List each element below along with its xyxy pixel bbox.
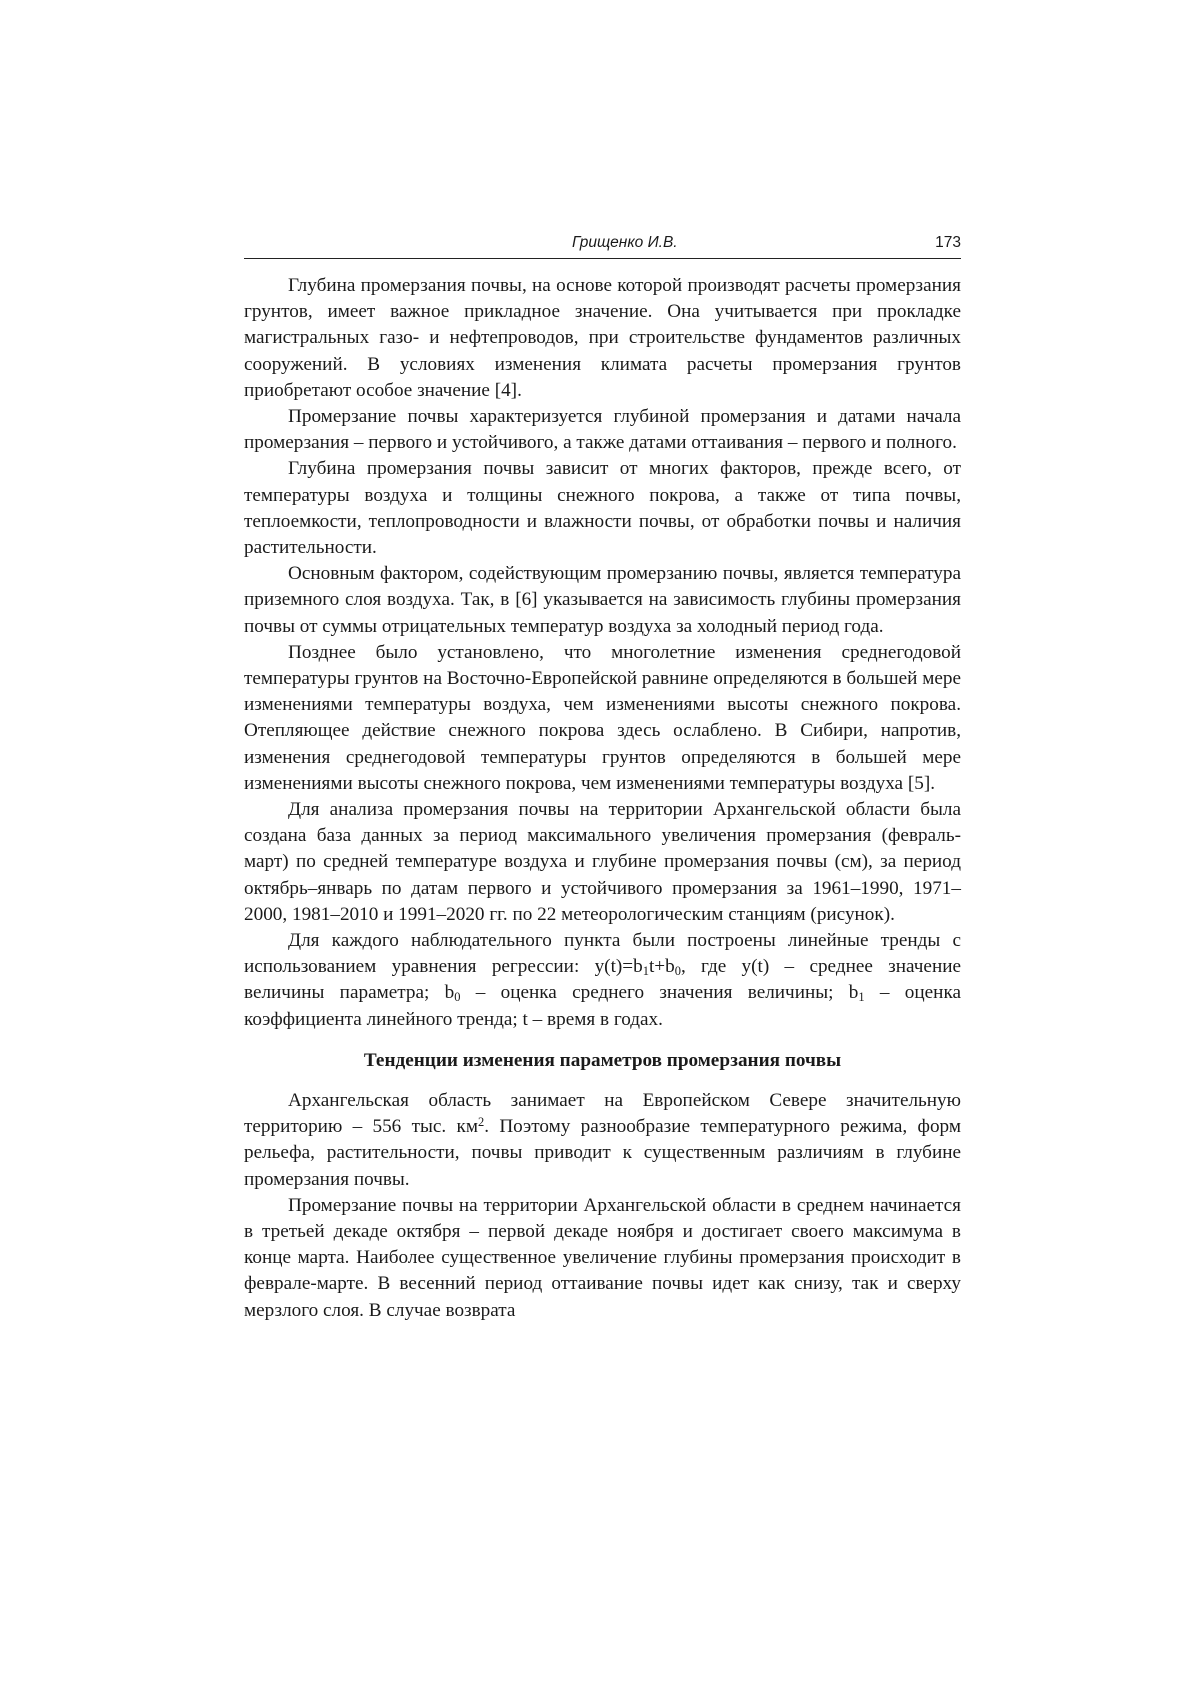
section-heading: Тенденции изменения параметров промерзания почвы [363, 1049, 842, 1071]
paragraph: Глубина промерзания почвы, на основе которой производят расчеты промерзания грунтов, имеет важное прикладное значение. Она учитывается при прокладке магистральных газо- и нефтепроводов, при строительстве фундаментов различных сооружений. В условиях изменения климата расчеты промерзания грунтов приобретают особое значение [4]. [244, 275, 961, 401]
paragraph: Промерзание почвы характеризуется глубиной промерзания и датами начала промерзания – первого и устойчивого, а также датами оттаивания – первого и полного. [244, 406, 961, 454]
running-head-author: Грищенко И.В. [572, 234, 678, 251]
running-header [244, 232, 961, 259]
paragraph: Для анализа промерзания почвы на территории Архангельской области была создана база данных за период максимального увеличения промерзания (февраль-март) по средней температуре воздуха и глубине промерзания почвы (см), за период октябрь–январь по датам первого и устойчивого промерзания за 1961–1990, 1971–2000, 1981–2010 и 1991–2020 гг. по 22 метеорологическим станциям (рисунок). [244, 799, 961, 925]
area-paragraph: Архангельская область занимает на Европейском Севере значительную территорию – 556 тыс. $км^2$. Поэтому разнообразие температурного режима, форм рельефа, растительности, почвы приводит к существенным различиям в глубине промерзания почвы. [244, 1089, 961, 1190]
paragraph: Позднее было установлено, что многолетние изменения среднегодовой температуры грунтов на Восточно-Европейской равнине определяются в большей мере изменениями температуры воздуха, чем изменениями высоты снежного покрова. Отепляющее действие снежного покрова здесь ослаблено. В Сибири, напротив, изменения среднегодовой температуры грунтов определяются в большей мере изменениями высоты снежного покрова, чем изменениями температуры воздуха [5]. [244, 641, 961, 794]
page [244, 232, 961, 1324]
regression-paragraph: Для каждого наблюдательного пункта были построены линейные тренды с использованием уравнения регрессии: $y(t)=b_1t+b_0$, где y(t) – среднее значение величины параметра; $b_0$ – оценка среднего значения величины; $b_1$ – оценка коэффициента линейного тренда; t – время в годах. [244, 930, 961, 1030]
article-body [244, 273, 961, 1324]
page-number: 173 [935, 234, 961, 251]
paragraph: Основным фактором, содействующим промерзанию почвы, является температура приземного слоя воздуха. Так, в [6] указывается на зависимость глубины промерзания почвы от суммы отрицательных температур воздуха за холодный период года. [244, 563, 961, 637]
paragraph: Промерзание почвы на территории Архангельской области в среднем начинается в третьей декаде октября – первой декаде ноября и достигает своего максимума в конце марта. Наиболее существенное увеличение глубины промерзания происходит в феврале-марте. В весенний период оттаивание почвы идет как снизу, так и сверху мерзлого слоя. В случае возврата [244, 1194, 961, 1321]
paragraph: Глубина промерзания почвы зависит от многих факторов, прежде всего, от температуры воздуха и толщины снежного покрова, а также от типа почвы, теплоемкости, теплопроводности и влажности почвы, от обработки почвы и наличия растительности. [244, 458, 961, 559]
